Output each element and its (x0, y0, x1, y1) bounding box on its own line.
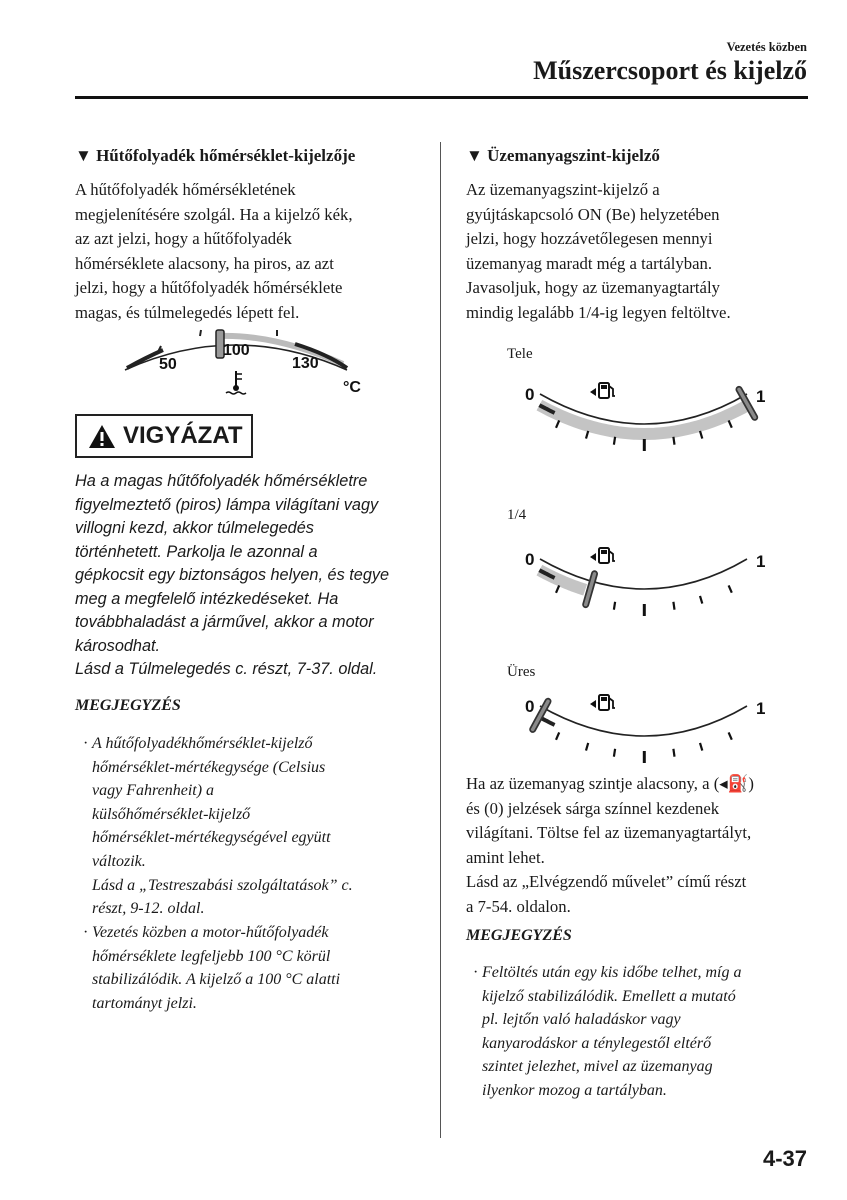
fuel-tick (586, 743, 588, 751)
fuel-tick (729, 732, 732, 739)
fuel-body-line: a 7-54. oldalon. (466, 896, 571, 916)
fuel-tick (700, 743, 702, 751)
coolant-section-heading: ▼ Hűtőfolyadék hőmérséklet-kijelzője (75, 146, 356, 165)
fuel-tick (673, 749, 674, 757)
coolant-intro-line: magas, és túlmelegedés lépett fel. (75, 302, 300, 322)
fuel-intro-line: Javasoljuk, hogy az üzemanyagtartály (466, 278, 720, 297)
caution-line: Ha a magas hűtőfolyadék hőmérsékletre (75, 472, 368, 490)
gauge-label-130: 130 (292, 355, 319, 372)
warning-triangle-icon (88, 424, 116, 449)
fuel-empty-mark: 0 (525, 697, 535, 716)
fuel-pump-icon (590, 695, 615, 710)
note-line: Lásd a „Testreszabási szolgáltatások” c. (92, 876, 353, 894)
fuel-full-mark: 1 (756, 552, 766, 571)
coolant-intro-line: jelzi, hogy a hűtőfolyadék hőmérséklete (75, 278, 343, 297)
note-line: változik. (92, 852, 146, 870)
fuel-gauge-arc (540, 706, 747, 736)
caution-line: villogni kezd, akkor túlmelegedés (75, 519, 314, 537)
note-line: Feltöltés után egy kis időbe telhet, míg a (482, 964, 742, 981)
fuel-tick (586, 431, 588, 439)
fuel-full-mark: 1 (756, 387, 766, 406)
note-line: A hűtőfolyadékhőmérséklet-kijelző (92, 735, 313, 752)
fuel-tick (673, 437, 674, 445)
fuel-tick (556, 585, 559, 592)
note-line: tartományt jelzi. (92, 994, 197, 1012)
fuel-section-heading: ▼ Üzemanyagszint-kijelző (466, 146, 660, 165)
coolant-temperature-gauge (115, 322, 375, 402)
fuel-body-line: világítani. Töltse fel az üzemanyagtartályt, (466, 823, 752, 842)
fuel-intro-line: Az üzemanyagszint-kijelző a (466, 180, 660, 199)
column-divider (440, 142, 441, 1138)
bullet-dot: · (473, 964, 479, 981)
caution-label: VIGYÁZAT (123, 422, 243, 449)
caution-line: továbbhaladást a járművel, akkor a motor (75, 613, 374, 631)
fuel-gauge-label-quarter: 1/4 (507, 507, 527, 523)
fuel-tick (700, 431, 702, 439)
note-bullet (83, 732, 353, 921)
note-line: hőmérséklet-mértékegységével együtt (92, 829, 331, 847)
note-line: ilyenkor mozog a tartályban. (482, 1081, 667, 1099)
fuel-tick (614, 437, 615, 445)
fuel-empty-mark: 0 (525, 550, 535, 569)
fuel-body-line: Ha az üzemanyag szintje alacsony, a (◂⛽) (466, 774, 754, 793)
page-number: 4-37 (762, 1146, 807, 1171)
note-line: kijelző stabilizálódik. Emellett a mutató (482, 987, 736, 1005)
note-line: pl. lejtőn való haladáskor vagy (482, 1011, 681, 1029)
fuel-gauge-full (515, 372, 775, 462)
coolant-intro-line: megjelenítésére szolgál. Ha a kijelző kék, (75, 204, 353, 224)
fuel-intro-line: mindig legalább 1/4-ig legyen feltöltve. (466, 302, 731, 322)
note-line: külsőhőmérséklet-kijelző (92, 805, 251, 823)
caution-line: gépkocsit egy biztonságos helyen, és tegye (75, 566, 390, 584)
note-line: hőmérséklete legfeljebb 100 °C körül (92, 947, 331, 965)
note-heading-left: MEGJEGYZÉS (75, 697, 181, 714)
coolant-intro-line: hőmérséklete alacsony, ha piros, az azt (75, 253, 334, 273)
fuel-body-line: Lásd az „Elvégzendő művelet” című részt (466, 872, 747, 891)
fuel-intro (466, 178, 731, 325)
caution-line: figyelmeztető (piros) lámpa világítani vagy (75, 495, 379, 514)
fuel-gauge-label-empty: Üres (507, 664, 536, 680)
caution-line: meg a megfelelő intézkedéseket. Ha (75, 589, 339, 608)
fuel-tick (556, 732, 559, 739)
fuel-body (466, 772, 754, 919)
coolant-temperature-icon (226, 371, 246, 394)
fuel-gauge-label-full: Tele (507, 346, 533, 362)
section-label: Vezetés közben (726, 40, 807, 54)
fuel-empty-mark: 0 (525, 385, 535, 404)
note-heading-right: MEGJEGYZÉS (466, 927, 572, 944)
fuel-intro-line: jelzi, hogy hozzávetőlegesen mennyi (466, 229, 713, 248)
fuel-body-line: és (0) jelzések sárga színnel kezdenek (466, 798, 720, 818)
fuel-intro-line: gyújtáskapcsoló ON (Be) helyzetében (466, 204, 720, 224)
coolant-intro (75, 178, 353, 325)
header-rule (75, 96, 808, 99)
fuel-pump-icon (590, 383, 615, 398)
coolant-intro-line: az azt jelzi, hogy a hűtőfolyadék (75, 229, 292, 248)
fuel-tick (700, 596, 702, 604)
gauge-label-100: 100 (223, 342, 250, 359)
fuel-tick (614, 602, 615, 610)
fuel-gauge-empty (515, 684, 775, 774)
fuel-full-mark: 1 (756, 699, 766, 718)
caution-box (75, 414, 253, 458)
fuel-pump-icon (590, 548, 615, 563)
coolant-intro-line: A hűtőfolyadék hőmérsékletének (75, 180, 296, 199)
note-bullet (83, 921, 341, 1015)
bullet-dot: · (83, 924, 89, 941)
note-line: Vezetés közben a motor-hűtőfolyadék (92, 924, 329, 941)
caution-line: történhetett. Parkolja le azonnal a (75, 542, 318, 561)
caution-text (75, 470, 389, 682)
note-bullet (473, 961, 742, 1103)
gauge-unit: °C (343, 379, 361, 396)
note-line: szintet jelezhet, mivel az üzemanyag (482, 1058, 713, 1076)
fuel-tick (729, 585, 732, 592)
fuel-intro-line: üzemanyag maradt még a tartályban. (466, 253, 713, 273)
fuel-tick (614, 749, 615, 757)
page-title: Műszercsoport és kijelző (533, 56, 807, 85)
fuel-gauge-quarter (515, 537, 775, 627)
note-line: stabilizálódik. A kijelző a 100 °C alatti (92, 971, 341, 989)
fuel-tick (556, 420, 559, 427)
note-line: részt, 9-12. oldal. (92, 900, 205, 918)
caution-line: Lásd a Túlmelegedés c. részt, 7-37. oldal. (75, 660, 378, 678)
fuel-tick (673, 602, 674, 610)
note-line: vagy Fahrenheit) a (92, 782, 215, 800)
bullet-dot: · (83, 735, 89, 752)
caution-line: károsodhat. (75, 636, 161, 655)
fuel-body-line: amint lehet. (466, 847, 545, 867)
fuel-tick (729, 420, 732, 427)
gauge-label-50: 50 (159, 356, 177, 373)
note-line: kanyarodáskor a ténylegestől eltérő (482, 1034, 712, 1052)
note-line: hőmérséklet-mértékegysége (Celsius (92, 758, 326, 776)
